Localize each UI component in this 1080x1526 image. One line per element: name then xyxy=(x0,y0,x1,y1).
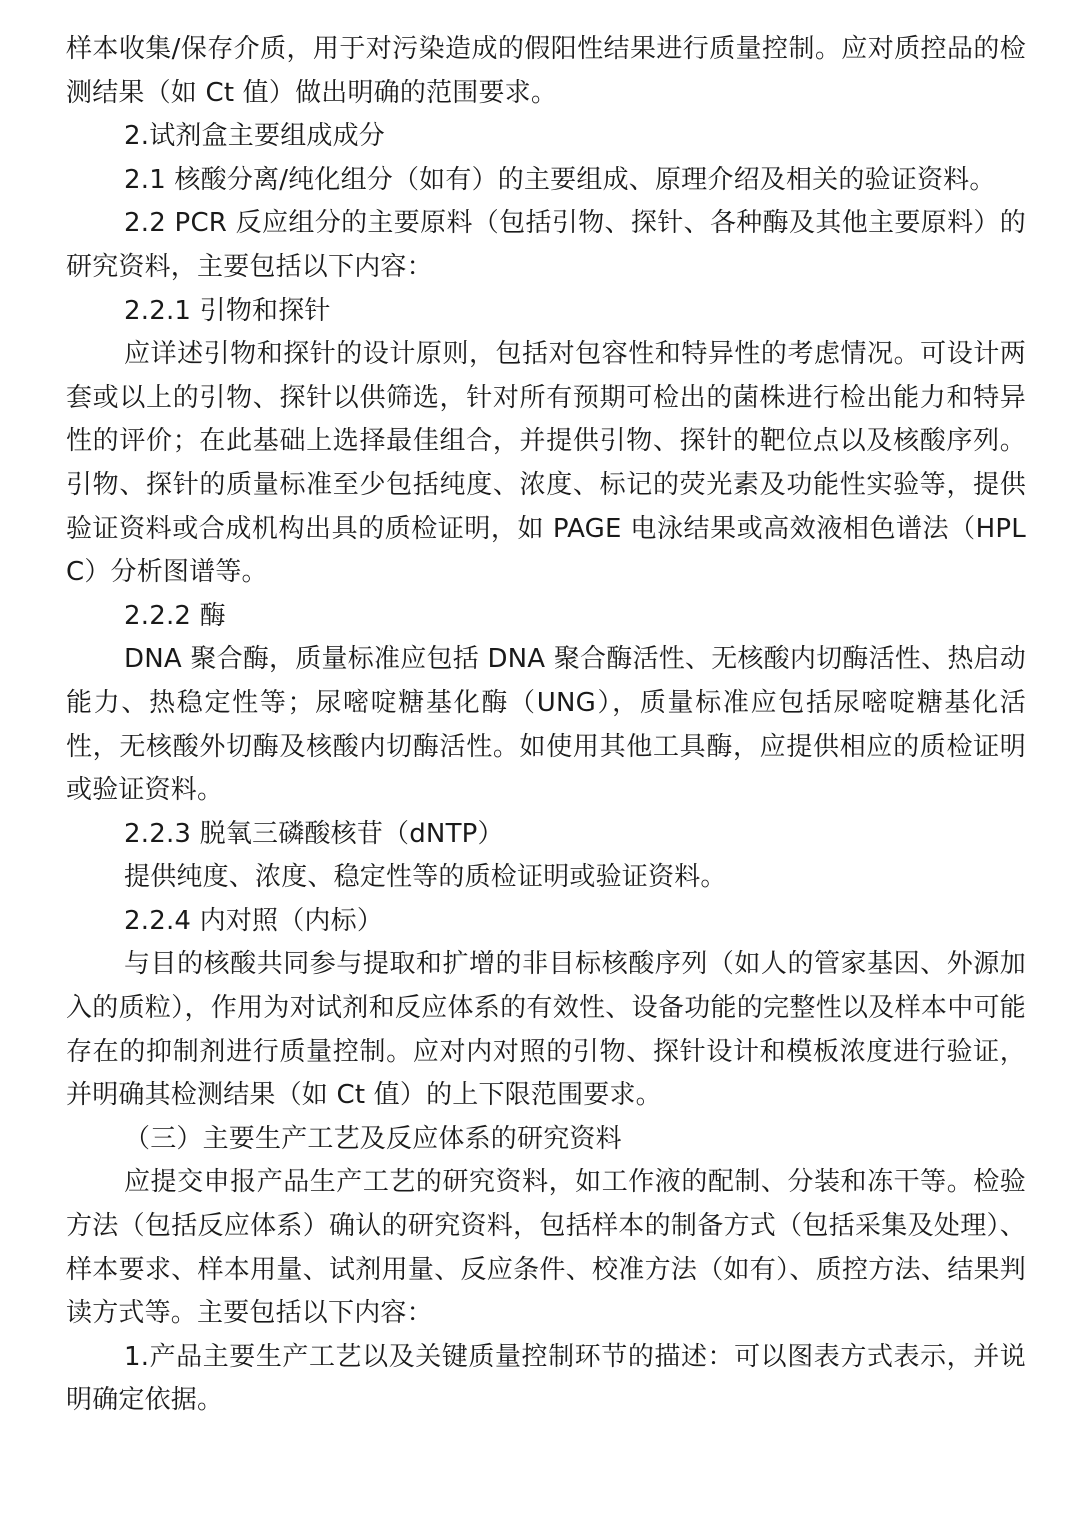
paragraph: 应提交申报产品生产工艺的研究资料，如工作液的配制、分装和冻干等。检验方法（包括反应体系）确认的研究资料，包括样本的制备方式（包括采集及处理）、样本要求、样本用量、试剂用量、反应条件、校准方法（如有）、质控方法、结果判读方式等。主要包括以下内容： xyxy=(66,1167,1026,1329)
document-body xyxy=(66,28,1026,1423)
paragraph: 与目的核酸共同参与提取和扩增的非目标核酸序列（如人的管家基因、外源加入的质粒），作用为对试剂和反应体系的有效性、设备功能的完整性以及样本中可能存在的抑制剂进行质量控制。应对内对照的引物、探针设计和模板浓度进行验证，并明确其检测结果（如 Ct 值）的上下限范围要求。 xyxy=(66,949,1026,1111)
paragraph: 应详述引物和探针的设计原则，包括对包容性和特异性的考虑情况。可设计两套或以上的引物、探针以供筛选，针对所有预期可检出的菌株进行检出能力和特异性的评价；在此基础上选择最佳组合，并提供引物、探针的靶位点以及核酸序列。引物、探针的质量标准至少包括纯度、浓度、标记的荧光素及功能性实验等，提供验证资料或合成机构出具的质检证明，如 PAGE 电泳结果或高效液相色谱法（HPLC）分析图谱等。 xyxy=(66,339,1026,588)
paragraph: DNA 聚合酶，质量标准应包括 DNA 聚合酶活性、无核酸内切酶活性、热启动能力、热稳定性等；尿嘧啶糖基化酶（UNG），质量标准应包括尿嘧啶糖基化活性，无核酸外切酶及核酸内切酶活性。如使用其他工具酶，应提供相应的质检证明或验证资料。 xyxy=(66,644,1026,806)
paragraph: 样本收集/保存介质，用于对污染造成的假阳性结果进行质量控制。应对质控品的检测结果（如 Ct 值）做出明确的范围要求。 xyxy=(66,34,1026,108)
section-heading: 2.2.3 脱氧三磷酸核苷（dNTP） xyxy=(124,818,504,849)
section-heading: 2.试剂盒主要组成成分 xyxy=(124,121,386,152)
paragraph: 1.产品主要生产工艺以及关键质量控制环节的描述：可以图表方式表示，并说明确定依据。 xyxy=(66,1341,1026,1416)
section-heading: 2.2.2 酶 xyxy=(124,600,226,631)
section-heading: 2.2.4 内对照（内标） xyxy=(124,905,384,936)
section-heading: （三）主要生产工艺及反应体系的研究资料 xyxy=(124,1123,622,1154)
paragraph: 2.2 PCR 反应组分的主要原料（包括引物、探针、各种酶及其他主要原料）的研究资料，主要包括以下内容： xyxy=(66,208,1026,282)
paragraph: 2.1 核酸分离/纯化组分（如有）的主要组成、原理介绍及相关的验证资料。 xyxy=(124,164,996,195)
paragraph: 提供纯度、浓度、稳定性等的质检证明或验证资料。 xyxy=(124,862,727,893)
section-heading: 2.2.1 引物和探针 xyxy=(124,295,331,326)
